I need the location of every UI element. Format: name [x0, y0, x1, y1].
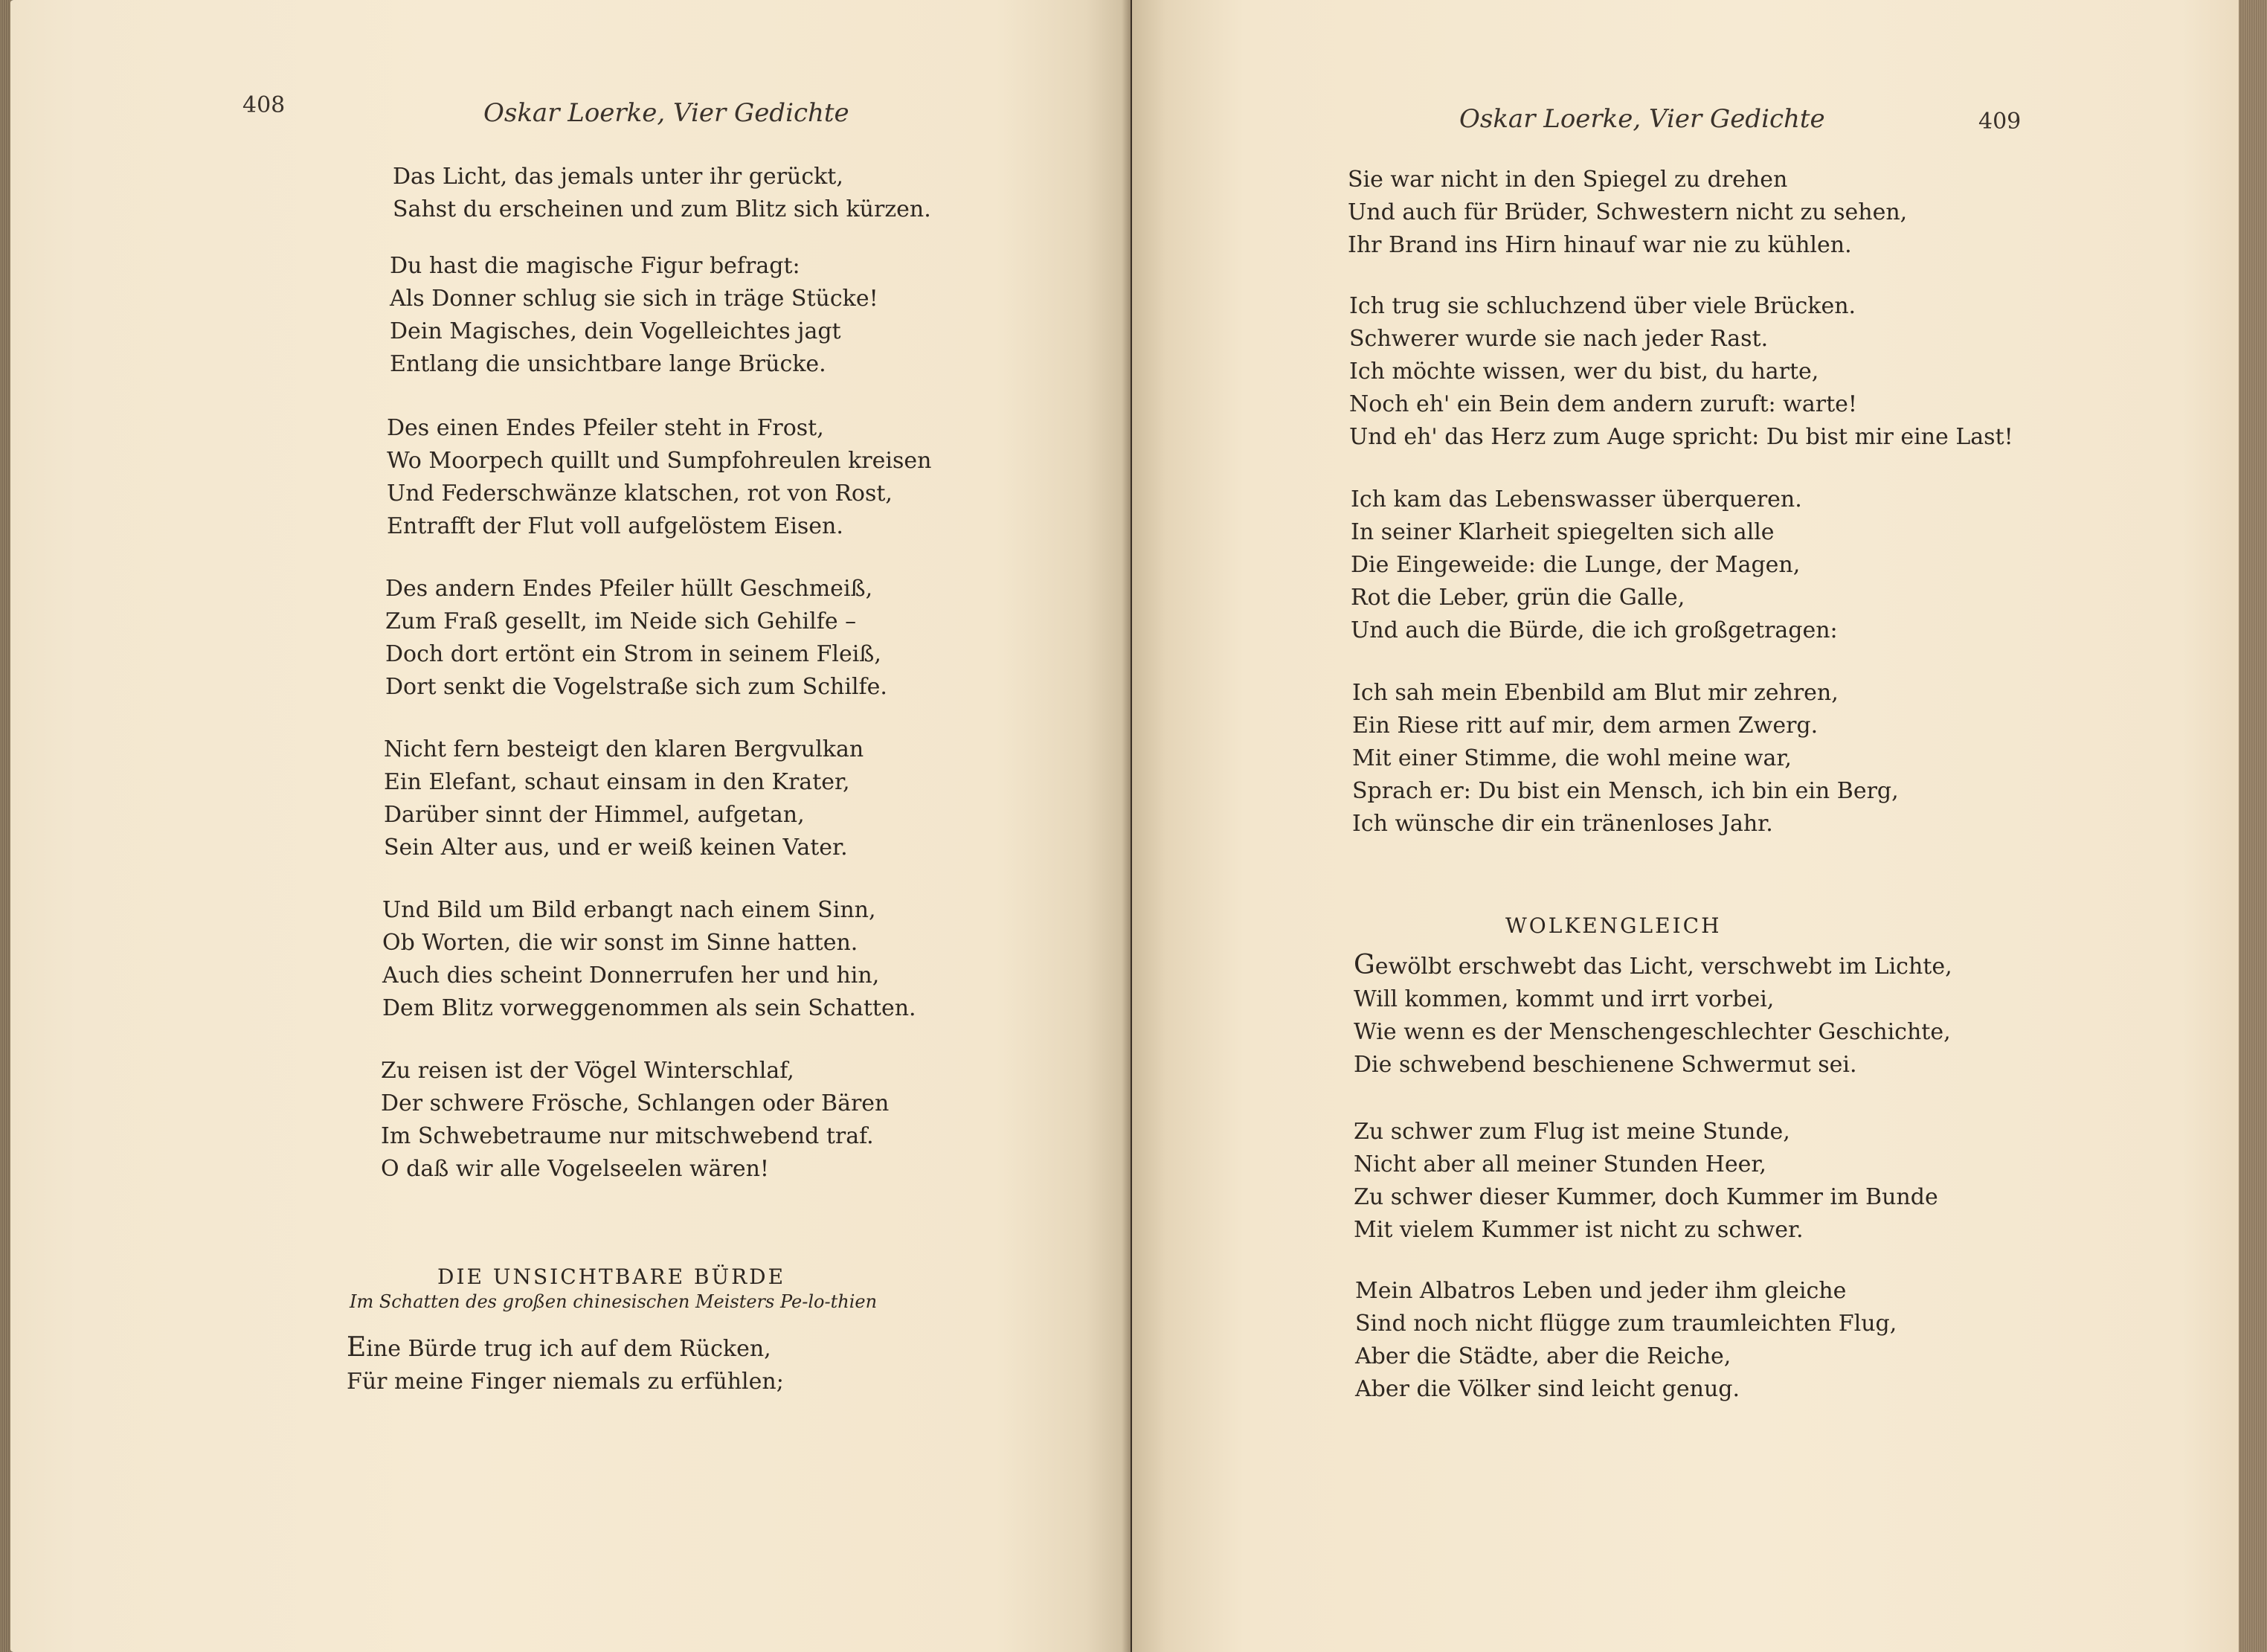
verse-line: Noch eh' ein Bein dem andern zuruft: warte!	[1349, 391, 1857, 417]
verse-line: Zum Fraß gesellt, im Neide sich Gehilfe –	[385, 608, 857, 634]
verse-line: Rot die Leber, grün die Galle,	[1351, 585, 1685, 611]
verse-line: Sind noch nicht flügge zum traumleichten Flug,	[1355, 1311, 1897, 1337]
verse-line: Schwerer wurde sie nach jeder Rast.	[1349, 326, 1769, 352]
verse-line: Ich wünsche dir ein tränenloses Jahr.	[1352, 811, 1773, 837]
verse-line: In seiner Klarheit spiegelten sich alle	[1351, 519, 1775, 545]
verse-line: Sahst du erscheinen und zum Blitz sich kürzen.	[393, 196, 931, 222]
verse-line: Darüber sinnt der Himmel, aufgetan,	[384, 802, 805, 828]
verse-line: Dein Magisches, dein Vogelleichtes jagt	[390, 318, 841, 344]
verse-line: Ich möchte wissen, wer du bist, du harte,	[1349, 359, 1819, 385]
stanza-right-6	[1354, 1116, 1938, 1247]
verse-line: Ein Riese ritt auf mir, dem armen Zwerg.	[1352, 713, 1819, 739]
verse-line: Wie wenn es der Menschengeschlechter Geschichte,	[1354, 1019, 1951, 1045]
verse-line: Sein Alter aus, und er weiß keinen Vater.	[384, 835, 848, 861]
verse-line: Ich sah mein Ebenbild am Blut mir zehren,	[1352, 680, 1839, 706]
verse-line: Und Bild um Bild erbangt nach einem Sinn,	[382, 897, 876, 923]
verse-line: Des andern Endes Pfeiler hüllt Geschmeiß,	[385, 576, 873, 602]
verse-line: Du hast die magische Figur befragt:	[390, 253, 800, 279]
verse-line: Mit vielem Kummer ist nicht zu schwer.	[1354, 1217, 1804, 1243]
stanza-right-4	[1352, 677, 1899, 841]
stanza-left-8	[347, 1331, 784, 1398]
running-head-left: Oskar Loerke, Vier Gedichte	[483, 98, 849, 128]
verse-line: Nicht aber all meiner Stunden Heer,	[1354, 1151, 1766, 1177]
initial-letter: G	[1354, 950, 1375, 980]
verse-line: Und auch die Bürde, die ich großgetragen:	[1351, 617, 1838, 643]
verse-line: Und eh' das Herz zum Auge spricht: Du bist mir eine Last!	[1349, 424, 2013, 450]
verse-line: Für meine Finger niemals zu erfühlen;	[347, 1369, 784, 1395]
verse-line: Des einen Endes Pfeiler steht in Frost,	[387, 415, 824, 441]
poem-subtitle: Im Schatten des großen chinesischen Meisters Pe-lo-thien	[350, 1291, 878, 1312]
verse-line: Ein Elefant, schaut einsam in den Krater,	[384, 769, 850, 795]
stanza-left-5	[384, 733, 864, 864]
verse-line: Die Eingeweide: die Lunge, der Magen,	[1351, 552, 1801, 578]
verse-line	[1354, 949, 1952, 983]
verse-line: O daß wir alle Vogelseelen wären!	[381, 1156, 769, 1182]
verse-line: Mit einer Stimme, die wohl meine war,	[1352, 745, 1792, 771]
verse-line: Sie war nicht in den Spiegel zu drehen	[1348, 167, 1788, 193]
verse-line: Auch dies scheint Donnerrufen her und hin,	[382, 962, 880, 989]
verse-line: Aber die Städte, aber die Reiche,	[1355, 1343, 1731, 1369]
page-number-right: 409	[1978, 109, 2022, 135]
verse-line: Doch dort ertönt ein Strom in seinem Fleiß,	[385, 641, 881, 667]
poem-title-wolkengleich: WOLKENGLEICH	[1505, 913, 1722, 938]
verse-line: Ob Worten, die wir sonst im Sinne hatten.	[382, 930, 858, 956]
running-head-right: Oskar Loerke, Vier Gedichte	[1459, 104, 1825, 134]
verse-line	[347, 1331, 784, 1366]
verse-line: Zu schwer dieser Kummer, doch Kummer im Bunde	[1354, 1184, 1938, 1210]
stanza-left-6	[382, 894, 916, 1025]
stanza-left-3	[387, 412, 931, 543]
page-edges-right	[2239, 0, 2267, 1652]
verse-line: Wo Moorpech quillt und Sumpfohreulen kreisen	[387, 448, 932, 474]
stanza-right-2	[1349, 290, 2013, 454]
verse-line-rest: ewölbt erschwebt das Licht, verschwebt im Lichte,	[1374, 954, 1952, 980]
verse-line: Zu reisen ist der Vögel Winterschlaf,	[381, 1058, 794, 1084]
left-page	[10, 0, 1131, 1652]
verse-line: Dort senkt die Vogelstraße sich zum Schilfe.	[385, 674, 887, 700]
stanza-right-1	[1348, 164, 1907, 262]
verse-line: Und Federschwänze klatschen, rot von Rost,	[387, 481, 893, 507]
initial-letter: E	[347, 1332, 367, 1363]
verse-line: Zu schwer zum Flug ist meine Stunde,	[1354, 1119, 1790, 1145]
page-number-left: 408	[242, 92, 286, 118]
verse-line: Und auch für Brüder, Schwestern nicht zu sehen,	[1348, 199, 1908, 225]
right-page	[1132, 0, 2249, 1652]
poem-title-unsichtbare-buerde: DIE UNSICHTBARE BÜRDE	[437, 1264, 786, 1289]
verse-line: Mein Albatros Leben und jeder ihm gleiche	[1355, 1278, 1847, 1304]
stanza-right-3	[1351, 483, 1838, 647]
stanza-left-2	[390, 250, 878, 381]
stanza-right-7	[1355, 1275, 1897, 1406]
verse-line: Als Donner schlug sie sich in träge Stücke!	[390, 286, 878, 312]
verse-line: Der schwere Frösche, Schlangen oder Bären	[381, 1090, 890, 1116]
verse-line: Ich trug sie schluchzend über viele Brücken.	[1349, 293, 1856, 319]
verse-line: Dem Blitz vorweggenommen als sein Schatten.	[382, 995, 916, 1021]
verse-line: Ihr Brand ins Hirn hinauf war nie zu kühlen.	[1348, 232, 1852, 258]
verse-line: Entrafft der Flut voll aufgelöstem Eisen.	[387, 513, 843, 539]
stanza-right-5	[1354, 949, 1952, 1081]
verse-line: Ich kam das Lebenswasser überqueren.	[1351, 486, 1802, 512]
verse-line: Nicht fern besteigt den klaren Bergvulkan	[384, 736, 864, 762]
verse-line: Aber die Völker sind leicht genug.	[1355, 1376, 1740, 1402]
verse-line: Im Schwebetraume nur mitschwebend traf.	[381, 1123, 874, 1149]
verse-line: Will kommen, kommt und irrt vorbei,	[1354, 986, 1775, 1012]
stanza-left-4	[385, 573, 887, 704]
verse-line-rest: ine Bürde trug ich auf dem Rücken,	[366, 1336, 771, 1362]
stanza-left-7	[381, 1055, 889, 1186]
verse-line: Die schwebend beschienene Schwermut sei.	[1354, 1052, 1857, 1078]
verse-line: Sprach er: Du bist ein Mensch, ich bin ein Berg,	[1352, 778, 1899, 804]
verse-line: Entlang die unsichtbare lange Brücke.	[390, 351, 826, 377]
stanza-left-1	[393, 161, 931, 226]
verse-line: Das Licht, das jemals unter ihr gerückt,	[393, 164, 843, 190]
